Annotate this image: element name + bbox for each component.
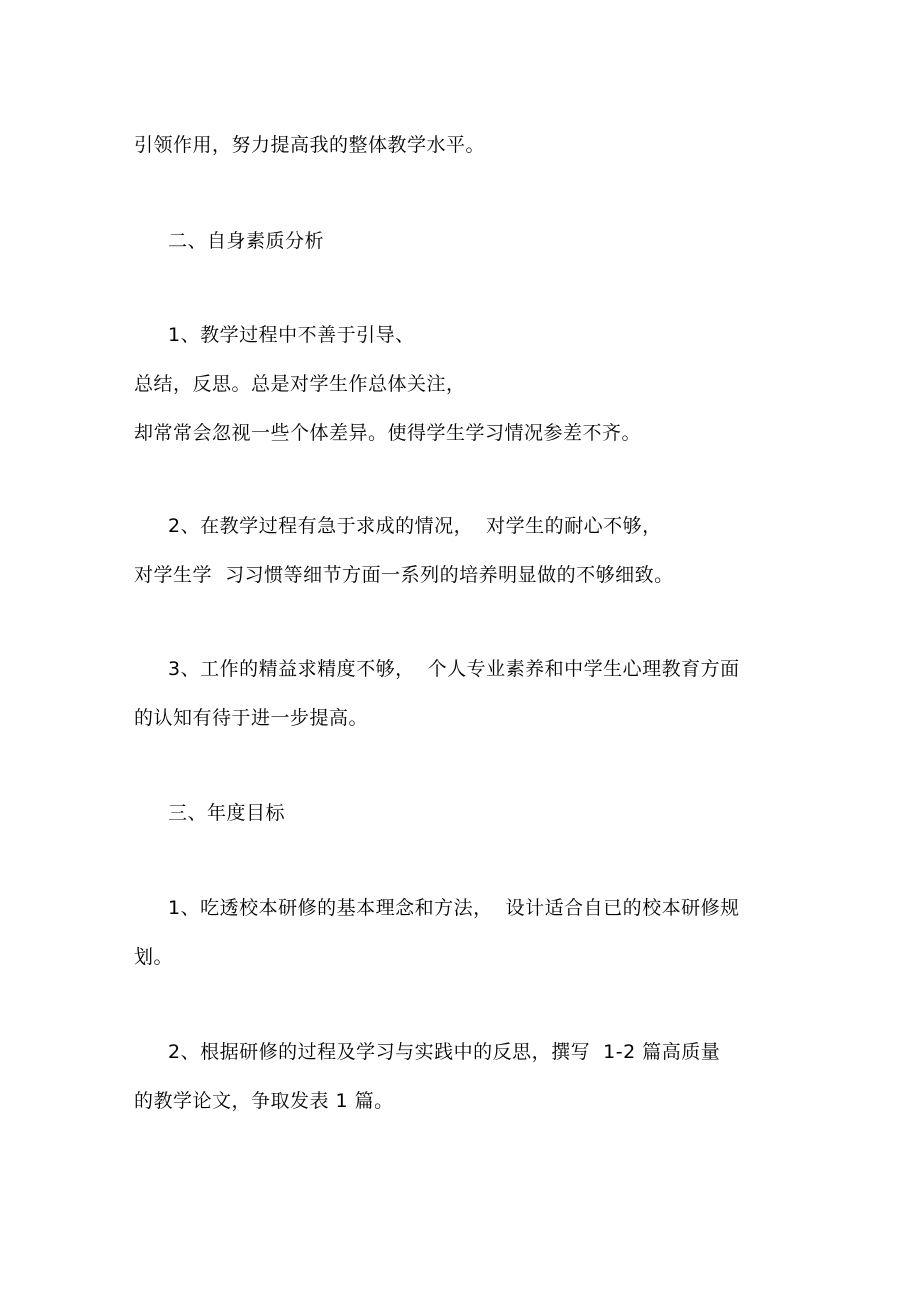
text-line: 的教学论文，争取发表 1 篇。 <box>134 1090 394 1112</box>
section-heading: 二、自身素质分析 <box>168 230 325 252</box>
text-line: 2、在教学过程有急于求成的情况， 对学生的耐心不够， <box>168 515 662 537</box>
text-line: 总结，反思。总是对学生作总体关注， <box>134 373 466 395</box>
text-line: 3、工作的精益求精度不够， 个人专业素养和中学生心理教育方面 <box>168 658 740 680</box>
text-line: 划。 <box>134 946 174 968</box>
text-line: 1、教学过程中不善于引导、 <box>168 324 415 346</box>
text-line: 引领作用，努力提高我的整体教学水平。 <box>134 134 486 156</box>
section-heading: 三、年度目标 <box>168 802 286 824</box>
text-line: 却常常会忽视一些个体差异。使得学生学习情况参差不齐。 <box>134 422 642 444</box>
text-line: 的认知有待于进一步提高。 <box>134 707 369 729</box>
text-line: 2、根据研修的过程及学习与实践中的反思，撰写 1-2 篇高质量 <box>168 1041 721 1063</box>
text-line: 对学生学 习习惯等细节方面一系列的培养明显做的不够细致。 <box>134 564 674 586</box>
text-line: 1、吃透校本研修的基本理念和方法， 设计适合自已的校本研修规 <box>168 897 740 919</box>
